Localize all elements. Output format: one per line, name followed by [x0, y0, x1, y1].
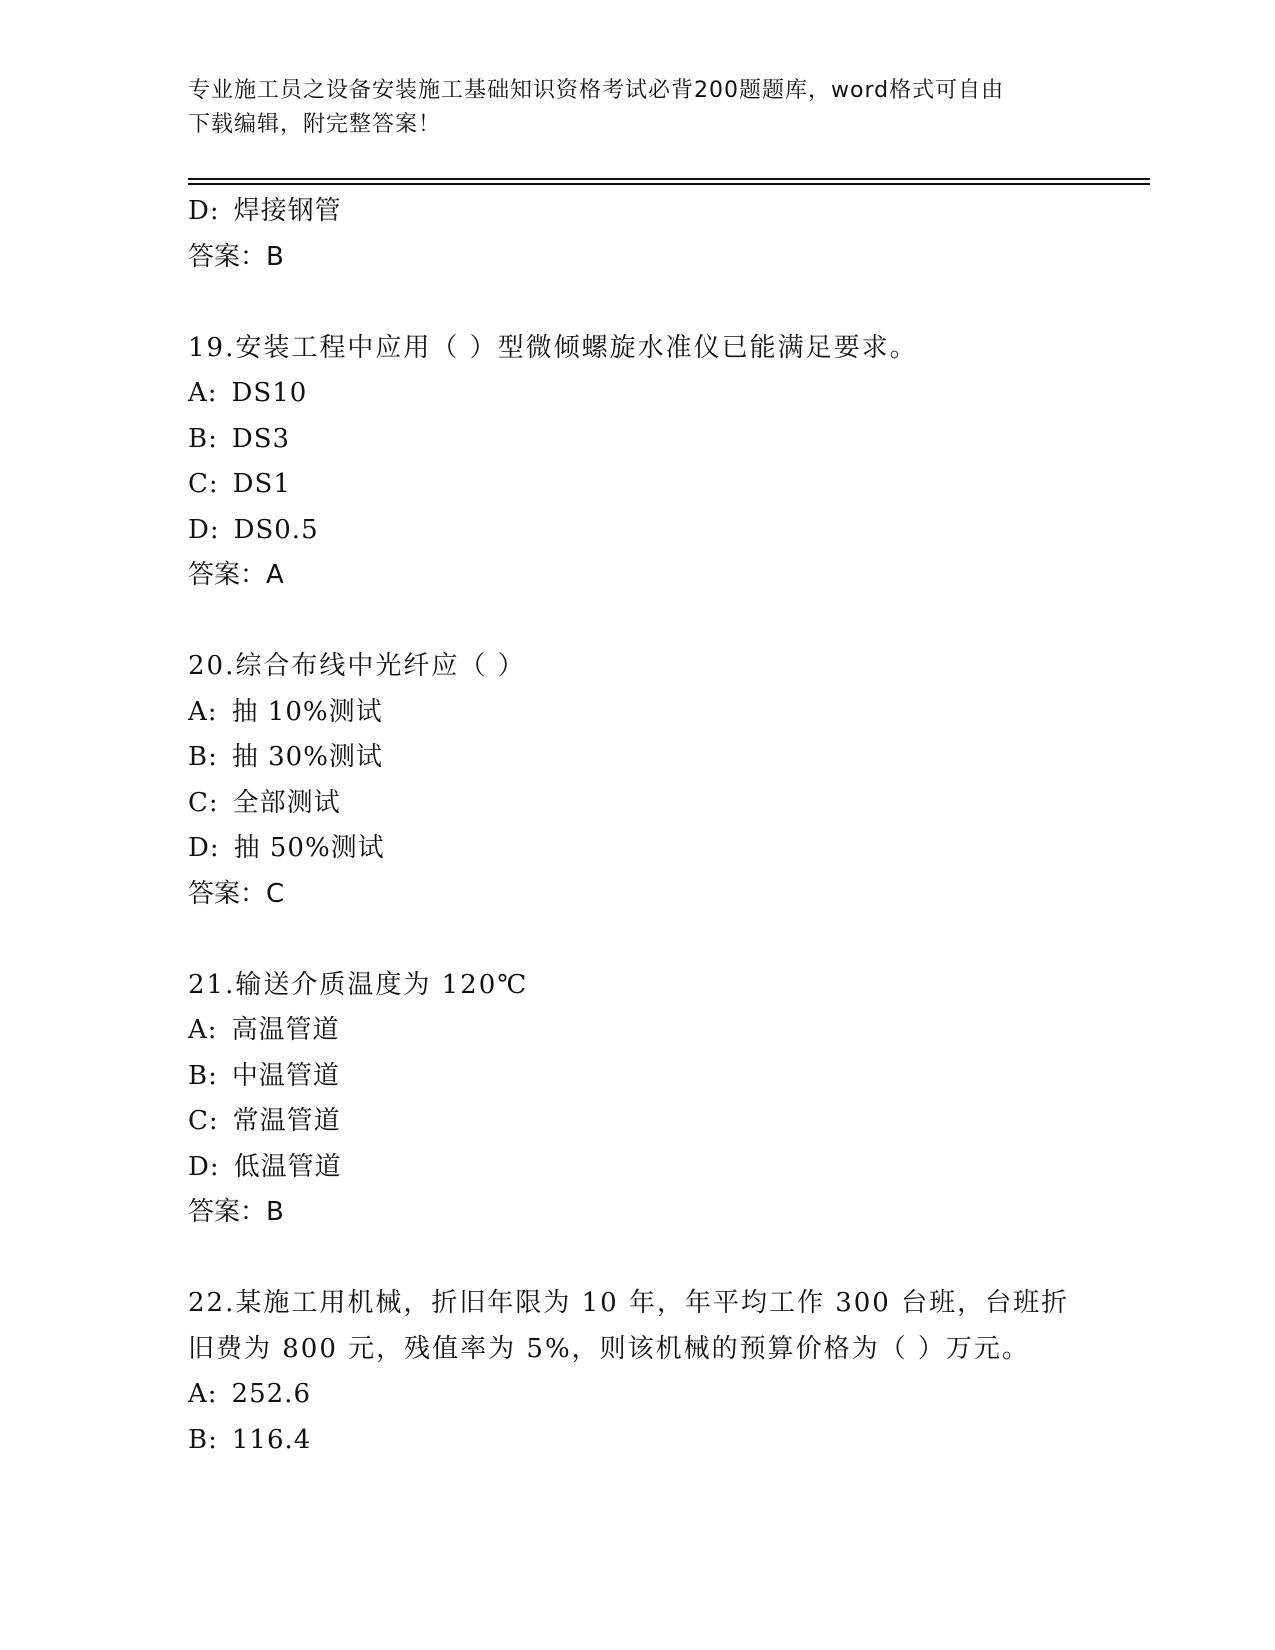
option-text: DS1 [232, 469, 291, 499]
header-rule-bottom [188, 183, 1150, 185]
option-b [188, 417, 1088, 463]
question-list [188, 189, 1088, 1463]
option-b [188, 1418, 1088, 1464]
option-d [188, 189, 1088, 235]
question-title: 20.综合布线中光纤应（ ） [188, 651, 526, 681]
option-letter: B: [188, 742, 218, 772]
option-text: 抽 30%测试 [231, 742, 383, 772]
option-letter: C: [188, 469, 219, 499]
option-d [188, 826, 1088, 872]
option-letter: D: [188, 196, 220, 226]
option-c [188, 1099, 1088, 1145]
option-text: 116.4 [231, 1424, 312, 1455]
answer-line: 答案：C [188, 878, 285, 909]
header-rule-top [188, 178, 1150, 180]
question-title-line-2: 旧费为 800 元，残值率为 5%，则该机械的预算价格为（ ）万元。 [188, 1333, 1030, 1364]
option-letter: A: [188, 378, 218, 408]
answer-line: 答案：B [188, 241, 284, 272]
question-title: 19.安装工程中应用（ ）型微倾螺旋水准仪已能满足要求。 [188, 332, 918, 363]
option-text: 高温管道 [231, 1015, 340, 1045]
option-letter: A: [188, 1379, 218, 1409]
option-letter: D: [188, 514, 220, 545]
option-letter: B: [188, 423, 218, 454]
option-b [188, 1054, 1088, 1100]
option-b [188, 735, 1088, 781]
option-d [188, 1145, 1088, 1191]
option-text: DS0.5 [233, 514, 319, 545]
header-line-2: 下载编辑，附完整答案！ [188, 112, 442, 137]
answer-line: 答案：A [188, 560, 284, 590]
header-line-1: 专业施工员之设备安装施工基础知识资格考试必背200题题库，word格式可自由 [188, 78, 1005, 103]
option-letter: D: [188, 833, 220, 863]
option-letter: C: [188, 1106, 219, 1136]
option-text: DS3 [231, 423, 291, 454]
option-letter: A: [188, 1015, 218, 1045]
document-header [188, 74, 1068, 142]
question-title-line-1: 22.某施工用机械，折旧年限为 10 年，年平均工作 300 台班，台班折 [188, 1288, 1070, 1318]
option-letter: B: [188, 1424, 218, 1455]
option-text: 全部测试 [232, 787, 341, 818]
answer-line: 答案：B [188, 1197, 284, 1227]
option-a [188, 690, 1088, 736]
option-letter: D: [188, 1151, 220, 1182]
option-c [188, 462, 1088, 508]
option-text: 焊接钢管 [233, 196, 342, 226]
option-letter: C: [188, 787, 219, 818]
option-d [188, 508, 1088, 554]
option-a [188, 1372, 1088, 1418]
option-text: 常温管道 [232, 1106, 341, 1136]
option-text: 抽 50%测试 [233, 833, 385, 863]
option-text: 低温管道 [233, 1151, 342, 1182]
option-text: 抽 10%测试 [231, 696, 383, 727]
option-text: 252.6 [231, 1379, 311, 1409]
option-a [188, 371, 1088, 417]
question-title: 21.输送介质温度为 120℃ [188, 969, 529, 1000]
option-c [188, 781, 1088, 827]
option-a [188, 1008, 1088, 1054]
option-letter: B: [188, 1060, 218, 1091]
option-text: DS10 [231, 378, 308, 408]
option-text: 中温管道 [231, 1060, 340, 1091]
option-letter: A: [188, 696, 218, 727]
